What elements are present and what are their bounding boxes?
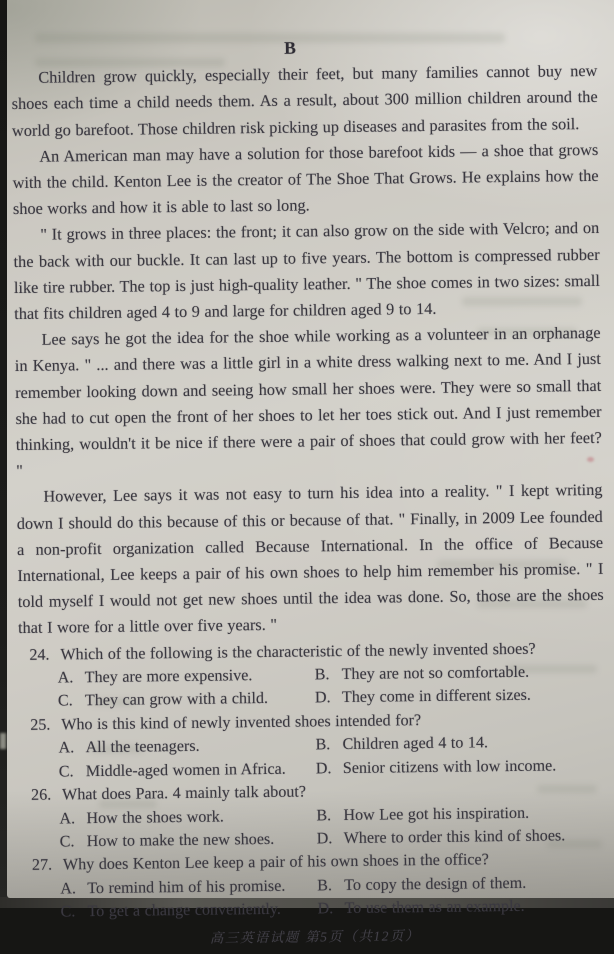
option-label: D. <box>317 900 334 918</box>
option-label: D. <box>316 830 333 848</box>
option-text: Children aged 4 to 14. <box>342 734 489 754</box>
option-25-b <box>315 730 605 757</box>
option-24-d <box>315 683 605 710</box>
test-paper-page <box>7 0 614 946</box>
option-27-c <box>60 898 317 925</box>
question-27 <box>21 847 608 924</box>
option-27-a <box>60 874 317 901</box>
option-text: They can grow with a child. <box>84 690 269 710</box>
option-label: B. <box>316 806 332 824</box>
option-24-a <box>58 663 315 690</box>
question-number: 25. <box>30 716 51 734</box>
option-27-d <box>317 894 607 921</box>
question-26 <box>20 777 607 854</box>
page-content <box>11 31 608 954</box>
question-26-options <box>20 800 607 854</box>
question-text: What does Para. 4 mainly talk about? <box>62 783 307 804</box>
option-label: A. <box>58 739 75 757</box>
option-24-b <box>315 660 605 687</box>
section-label: B <box>284 37 296 58</box>
questions-section <box>18 637 607 925</box>
option-text: They come in different sizes. <box>341 687 531 707</box>
option-label: B. <box>314 666 330 684</box>
option-label: C. <box>59 833 75 851</box>
option-label: C. <box>60 903 76 921</box>
question-27-options <box>21 871 608 925</box>
option-label: B. <box>317 876 333 895</box>
option-text: Where to order this kind of shoes. <box>343 827 566 847</box>
passage-paragraph-4: Lee says he got the idea for the shoe while working as a volunteer in an orphanage in Kenya. " ... and there was a little girl in a white dress walking next to me. And I just remember looking down and seeing how small her shoes were. They were so small that she had to cut open the front of her shoes to let her toes stick out. And I just remember thinking, wouldn't it be nice if there were a pair of shoes that could grow with her feet? " <box>14 323 602 481</box>
option-label: A. <box>57 669 74 687</box>
question-text: Why does Kenton Lee keep a pair of his own shoes in the office? <box>62 851 489 874</box>
option-text: They are not so comfortable. <box>341 663 530 684</box>
option-text: Middle-aged women in Africa. <box>85 760 286 780</box>
option-label: A. <box>60 880 77 898</box>
option-26-a <box>59 804 316 831</box>
option-text: To use them as an example. <box>344 897 525 918</box>
option-label: D. <box>314 689 331 707</box>
option-26-d <box>317 824 607 851</box>
option-text: All the teenagers. <box>85 738 200 757</box>
option-text: How Lee got his inspiration. <box>343 804 530 824</box>
option-27-b <box>317 871 607 898</box>
option-label: C. <box>57 692 73 711</box>
question-number: 26. <box>31 786 52 804</box>
option-24-c <box>58 687 315 714</box>
option-text: To get a change conveniently. <box>87 900 281 921</box>
page-footer: 高三英语试题 第5页（共12页） <box>209 927 421 946</box>
option-text: To copy the design of them. <box>344 874 527 894</box>
question-25 <box>19 707 606 784</box>
option-25-d <box>316 754 606 781</box>
option-text: How to make the new shoes. <box>86 830 275 851</box>
question-text: Which of the following is the characteristic of the newly invented shoes? <box>60 640 536 664</box>
option-26-c <box>60 827 317 854</box>
option-label: A. <box>59 809 76 828</box>
question-25-options <box>19 730 606 784</box>
question-number: 27. <box>31 856 53 875</box>
question-number: 24. <box>29 646 50 664</box>
option-label: B. <box>315 736 331 754</box>
passage-paragraph-3: " It grows in three places: the front; it can also grow on the side with Velcro; and on the back with our buckle. It can last up to five years. The bottom is compressed rubber like tire rubber. The top is just high-quality leather. " The shoe comes in two sizes: small that fits children aged 4 to 9 and large for children aged 9 to 14. <box>13 218 600 324</box>
question-24 <box>18 637 605 714</box>
question-24-options <box>19 660 606 714</box>
option-text: How the shoes work. <box>86 808 224 827</box>
question-text: Who is this kind of newly invented shoes intended for? <box>61 711 422 734</box>
passage-paragraph-1: Children grow quickly, especially their feet, but many families cannot buy new shoes each time a child needs them. As a result, about 300 million children around the world go barefoot. Those children risk picking up diseases and parasites from the soil. <box>11 61 598 140</box>
option-25-c <box>59 757 316 784</box>
option-label: C. <box>58 763 74 781</box>
option-text: To remind him of his promise. <box>87 877 286 897</box>
passage-paragraph-5: However, Lee says it was not easy to turn his idea into a reality. " I kept writing down I should do this because of this or because of that. " Finally, in 2009 Lee founded a non-profit organization called Because International. In the office of Because International, Lee keeps a pair of his own shoes to help him remember his promise. " I told myself I would not get new shoes until the idea was done. So, those are the shoes that I wore for a little over five years. " <box>16 480 604 638</box>
option-text: Senior citizens with low income. <box>342 757 557 777</box>
option-26-b <box>316 800 606 827</box>
option-25-a <box>58 734 315 761</box>
option-label: D. <box>315 759 332 778</box>
passage-paragraph-2: An American man may have a solution for those barefoot kids — a shoe that grows with the child. Kenton Lee is the creator of The Shoe That Grows. He explains how the shoe works and how it is able to last so long. <box>12 139 599 219</box>
page-edge-highlight <box>0 733 6 749</box>
option-text: They are more expensive. <box>84 667 253 687</box>
